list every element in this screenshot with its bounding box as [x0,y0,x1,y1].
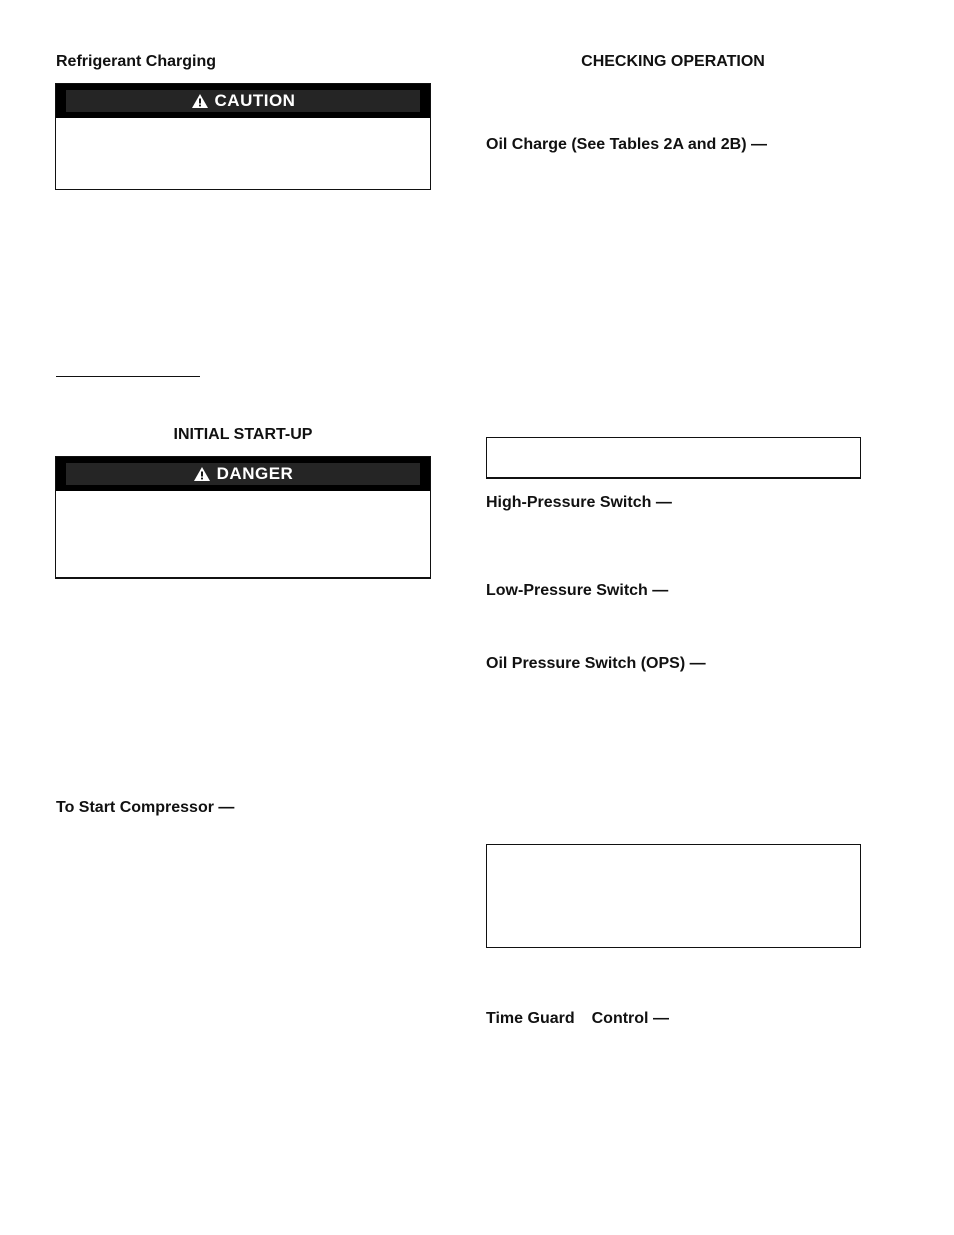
danger-header [56,457,430,491]
danger-label: DANGER [216,464,294,483]
time-guard-heading [486,1009,669,1029]
warning-triangle-icon [191,93,209,109]
note-box-oil [486,437,861,479]
danger-box [55,456,431,579]
initial-start-up-heading: INITIAL START-UP [173,426,313,443]
high-pressure-switch-heading: High-Pressure Switch — [486,494,672,511]
caution-header [56,84,430,118]
caution-box [55,83,431,190]
checking-operation-heading: CHECKING OPERATION [581,53,765,70]
oil-pressure-switch-heading: Oil Pressure Switch (OPS) — [486,655,706,672]
refrigerant-charging-heading: Refrigerant Charging [56,53,217,70]
footnote-rule [56,376,200,377]
caution-label: CAUTION [214,91,296,110]
oil-charge-heading: Oil Charge (See Tables 2A and 2B) — [486,136,767,153]
time-guard-suffix: Control — [591,1010,669,1027]
warning-triangle-icon [193,466,211,482]
time-guard-label: Time Guard [486,1010,575,1027]
note-box-ops [486,844,861,948]
to-start-compressor-heading: To Start Compressor — [56,799,235,816]
low-pressure-switch-heading: Low-Pressure Switch — [486,582,669,599]
